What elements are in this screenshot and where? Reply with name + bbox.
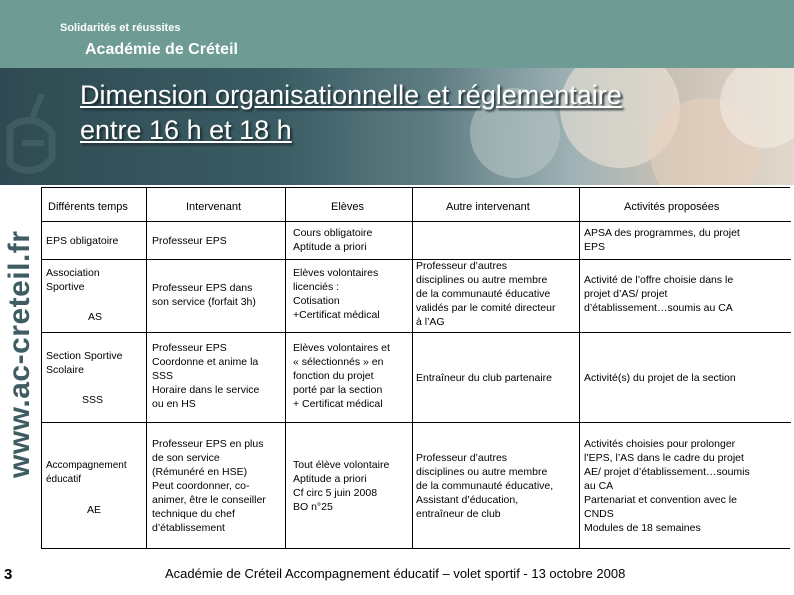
table-divider <box>42 332 791 333</box>
row3-temps: Accompagnement éducatif <box>46 460 127 485</box>
header-academy: Académie de Créteil <box>85 41 238 58</box>
row2-autre: Entraîneur du club partenaire <box>416 372 553 384</box>
header-autre: Autre intervenant <box>446 201 530 213</box>
row1-eleves: Elèves volontaires licenciés : Cotisation +Certificat médical <box>293 267 380 321</box>
header-intervenant: Intervenant <box>186 201 242 213</box>
header-temps: Différents temps <box>48 201 128 213</box>
table-divider <box>285 188 286 548</box>
row1-autre: Professeur d’autres disciplines ou autre membre de la communauté éducative validés par le comité directeur à l’AG <box>416 260 556 328</box>
row2-eleves: Elèves volontaires et « sélectionnés » en fonction du projet porté par la section + Certificat médical <box>293 342 390 410</box>
row1-activites: Activité de l’offre choisie dans le projet d’AS/ projet d’établissement…soumis au CA <box>584 274 734 314</box>
row1-intervenant: Professeur EPS dans son service (forfait 3h) <box>152 282 256 308</box>
row3-activites: Activités choisies pour prolonger l’EPS, l’AS dans le cadre du projet AE/ projet d’établissement…soumis au CA Partenariat et convention avec le CNDS Modules de 18 semaines <box>584 438 750 534</box>
row2-activites: Activité(s) du projet de la section <box>584 372 736 384</box>
row2-abbr: SSS <box>82 394 104 406</box>
row3-intervenant: Professeur EPS en plus de son service (Rémunéré en HSE) Peut coordonner, co- animer, être le conseiller technique du chef d’établissement <box>152 438 266 534</box>
row0-eleves: Cours obligatoire Aptitude a priori <box>293 227 373 253</box>
row1-abbr: AS <box>88 311 103 323</box>
row3-abbr: AE <box>87 504 102 516</box>
row2-intervenant: Professeur EPS Coordonne et anime la SSS Horaire dans le service ou en HS <box>152 342 260 410</box>
row0-intervenant: Professeur EPS <box>152 235 227 247</box>
header-eleves: Elèves <box>331 201 365 213</box>
page-title-line-1: Dimension organisationnelle et réglementaire <box>80 80 622 110</box>
table-divider <box>42 422 791 423</box>
row0-activites: APSA des programmes, du projet EPS <box>584 227 740 253</box>
footer-text: Académie de Créteil Accompagnement éducatif – volet sportif - 13 octobre 2008 <box>165 566 626 581</box>
row3-eleves: Tout élève volontaire Aptitude a priori Cf circ 5 juin 2008 BO n°25 <box>293 459 390 513</box>
header-activites: Activités proposées <box>624 201 720 213</box>
table-divider <box>412 188 413 548</box>
organisation-table <box>41 187 790 549</box>
table-divider <box>146 188 147 548</box>
row3-autre: Professeur d’autres disciplines ou autre membre de la communauté éducative, Assistant d’éducation, entraîneur de club <box>416 452 554 520</box>
page-number: 3 <box>4 566 13 583</box>
site-url-vertical: www.ac-creteil.fr <box>3 230 36 478</box>
page-title-line-2: entre 16 h et 18 h <box>80 115 292 145</box>
row2-temps: Section Sportive Scolaire <box>46 350 123 376</box>
row1-temps: Association Sportive <box>46 267 100 293</box>
table-divider <box>42 221 791 222</box>
row0-temps: EPS obligatoire <box>46 235 119 247</box>
table-divider <box>579 188 580 548</box>
academy-logo-icon <box>2 88 60 198</box>
header-subtitle: Solidarités et réussites <box>60 22 181 34</box>
